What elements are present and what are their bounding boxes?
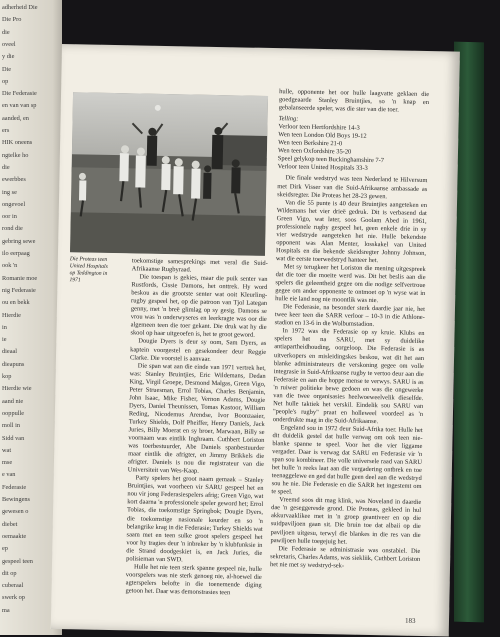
previous-page-text: oemaakte [2,532,27,540]
paragraph: hulle, opponente het oor hulle laagvatte geklaen die goedgeaarde Stanley Bruintjies, so 'n knap en gebalanseerde speler, was die ster van die toer. [278,88,430,114]
paragraph: Die Federasie, na besonder sterk daardie jaar nie, het twee keer teen die SARR verloor – 10-3 in die Athlone-stadion en 13-6 in die Wolbumstadion. [274,303,426,329]
previous-page-text: swerk op [2,594,25,602]
previous-page-text: oveel [2,40,16,48]
previous-page-text: gewesen o [2,508,29,516]
previous-page-text: Bewingens [2,496,30,503]
paragraph: Van die 55 punte is 40 deur Bruintjies aangeteken en Wildemans het vier drieë gedruk. Dit is verbasend dat Green Vigo, wat later, soos Goolam Abed in 1961, professionele rugby gespeel het, geen enkele drie in sy vier wedstryde aangeteken het nie. Hulle bekendste opponent was Alan Menter, losskakel van United Hospitals en die bekende skeidsregter Johnny Johnson, wat die eerste toerwedstryd hanteer het. [275,198,428,265]
tour-heading: Telling: [278,115,299,123]
photo-caption: Die Proteas teen United Hospitals op Teddington in 1971 [69,256,108,284]
previous-page-text: diebet [2,520,18,528]
paragraph: Dougie Dyers is deur sy oom, Sam Dyers, as kaptein voorgestel en gesekondeer deur Reggie Clarke. Die voorstel is aanvaar. [129,337,267,363]
previous-page-text: ngtelke ho [2,151,29,159]
paragraph: In 1972 was die Federasie op sy kruie. Klubs en spelers het na SARU, met sy duidelike antiapartheidhouding, oorgeloop. Die Federasie is as uitverkopers en misleidingskes beskou, wat dit het aan blanke administrateurs die verskoning gegee om volle integrasie in Suid-Afrikaanse rugby te vertoo deur aan die Federasie en aan die hoppe mense te verwys. SARU is as 'n ruiwer politieke bewe gedoen en was die ongewerke van die twee organisasies heelwoeweelvelik dieselfde. Net hulle taktiek het verskil. Eindelik sou SARU van "people's rugby" praat en holleweel voordeel as 'n onderdrukte mag in die Suid-Afrikaanse. [272,327,425,426]
previous-page-text: Sidd van [2,434,25,442]
tour-result-line: Wen teen Oxfordshire 35-20 [277,147,352,156]
previous-page-text: Federasie [2,483,27,491]
previous-page-text: HIK oneens [2,139,33,147]
paragraph: Met sy terugkeer het Loriston die mening uitgespreek dat die toer die moeite werd was. Dit het beslis aan die spelers die geleentheid gegee om die nodige selfvertroue gegee om ander opponente te ontmoet op 'n wyse wat in hulle eie land nog nie moontlik was nie. [275,263,426,305]
paragraph: Hulle het nie teen sterk spanne gespeel nie, hulle voorspelers was nie sterk genoeg nie, al-hoewel die agterspelers belofte in die toenemende diging getoon het. Daar was demonstrasies teen [125,563,263,597]
previous-page-text: wat [2,446,12,454]
paragraph: Die finale wedstryd was teen Nederland te Hilversum met Dirk Visser van die Suid-Afrikaanse ambassade as skeidsregter. Die Proteas het 28-23 gewen. [277,174,428,200]
previous-page-text: dieaal [2,348,18,356]
previous-page-text: in [2,323,7,331]
previous-page-text: ing se [2,188,17,196]
rugby-photo [70,92,268,256]
previous-page-text: ook 'n [2,262,18,270]
previous-page-text: ep [2,545,8,553]
paragraph: Vreemd soos dit mag klink, was Noveland in daardie dae 'n geseggeresde grond. Die Proteas, gekleed in hul akkurvaaklikee met in 'n groep geantiveer en op die suidpaviljoen gaan sit. Die bruin toe dat albaii op die paviljoen uitgesu, terwyl die blankes in die res van die pawiljoen hulle toegejuig het. [270,496,422,546]
previous-page-text: ie [2,336,7,344]
previous-page-text: oor in [2,213,17,221]
tour-result-line: Wen teen London Old Boys 19-12 [278,131,367,141]
tour-results [278,115,429,174]
previous-page-text: die [2,28,10,36]
previous-page-text: die [2,163,10,171]
previous-page-text: dieapuns [2,360,25,368]
previous-page-text: gespeel teen [2,557,33,565]
previous-page-text: Die Pro [2,16,22,24]
previous-page-text: e van [2,471,16,479]
paragraph: Die span wat aan die einde van 1971 vertrek het, was: Stanley Bruintjies, Eric Wildemans, Dedan King, Virgil Groepe, Desmond Malgas, Green Vigo, Peter Struesman, Errol Tobias, Charles Benjamin, John Isaac, Mike Fisher, Vernon Adams, Dougie Dyers, Daniel Theunissen, Tomas Kastoor, William Reding, Nicodemus Arendse, Ivor Boonzaaier, Turkey Shields, Dolf Pheiffer, Henry Daniels, Jack Juries, Billy Moerat en sy broer, Marwaan, Billy se voornaam was eintlik Inghraam. Cuthbert Loriston was toerbestuurder, Abe Daniels spanbestuurder maar eintlik die afrigter, en Jimmy Brikkels die afrigter. Daniels is nou die registrateur van die Universiteit van Wes-Kaap. [127,362,266,475]
previous-page-text: dit op [2,569,17,577]
previous-page-text: ou en bekk [2,299,30,307]
paragraph: toekomstige samesprekings met veral die Suid-Afrikaanse Rugbyraad. [131,257,268,274]
previous-page-text: mse [2,459,13,467]
paragraph: Engeland sou in 1972 deur Suid-Afrika toer. Hulle het dit duidelik gestel dat hulle verwag om ook teen nie-blanke spanne te speel. Voor het die vier liggame vergader. Daar is verwag dat SARU en Federasie vir 'n span sou kombineer. Die volle universele raad van SARU het hulle 'n reeks laat aan die vergadering ontbrek en toe teenaggelewe en ged dat hulle geen deel aan die wedstryd sou he nie. Die Federasie en die SARR het ingestemt om te speel. [271,424,423,496]
book-page [51,44,460,637]
previous-page-text: op [2,77,9,85]
previous-page-text: gebring sewe [2,237,36,245]
previous-page-text: aanded, en [2,114,29,122]
paragraph: Die Federasie se administrasie was onstabiel. Die sekretaris, Charles Adams, was siekliik, Cuthbert Loriston het nie met sy wedstryd-sek- [269,544,421,570]
book-spine [454,42,484,623]
tour-result-line: Verloor teen United Hospitals 33-3 [277,163,368,173]
previous-page-text: Hierdie [2,311,21,319]
previous-page-text: ongevoel [2,200,26,208]
previous-page-text: Die [2,65,12,73]
paragraph: Die toespan is gekies, maar die puik senter van Rustfords, Cissie Damons, het onttrek. Hy word beskou as die grootste senter wat ooit Kleurling-rugby gespeel het, op die patroon van Tjol Lategan genny, met 'n breë glimlag op sy gesig. Damons se vrou was 'n onderwyseres en leerkragte was oor die algemeen teen die toer gekant. Die druk wat hy die skool op haar uitgeoefen is, het te groot geword. [130,273,268,340]
previous-page-text: moll in [2,422,21,430]
tour-result-line: Speel gelykop teen Buckinghamshire 7-7 [277,155,385,165]
previous-page-text: ma [2,606,10,614]
previous-page-text: ewerbbes [2,176,26,184]
previous-page-text: ers [2,127,10,134]
previous-page-text: y die [2,53,15,61]
previous-page-text: Die Federasie [2,90,37,98]
previous-page-text: ooppulle [2,409,25,417]
previous-page-text: Romanie moe [2,274,38,282]
previous-page-text: Hierdie wie [2,385,32,393]
tour-result-line: Wen teen Berkshire 21-0 [278,139,343,148]
previous-page-text: aand nie [2,397,24,405]
paragraph: Party spelers het groot naam gemaak – Stanley Bruintjies, wat voorheen vir SARU gespeel het en nou vir jong Federasiespelers afrig; Green Vigo, wat kort daarna 'n professionele speler geword het; Errol Tobias, die toekomstige Springbok; Dougie Dyers, die toekomstige nasionale keurder en so 'n belangrike krag in die Federasie; Turkey Shields wat saam met en teen sulke groot spelers gespeel het voor hy tragies deur 'n inbreker by 'n klubfunksie in die Strand doodgeskiet is, en Jack Juries, die polisieman van SWD. [126,474,264,564]
previous-page-text: kop [2,373,12,380]
previous-page-text: adherheid Die [2,4,38,11]
tour-result-line: Verloor teen Hertfordshire 14-3 [278,123,360,132]
text-column-right [270,88,429,572]
previous-page-text: cuberaal [2,582,24,590]
page-number: 183 [404,616,416,625]
previous-page-text: en van van sp [2,102,37,110]
text-column-left [125,257,267,598]
previous-page-text: ilo eerpaag [2,250,30,257]
previous-page-text: nig Federasie [2,286,36,294]
previous-page-text: rond die [2,225,23,233]
